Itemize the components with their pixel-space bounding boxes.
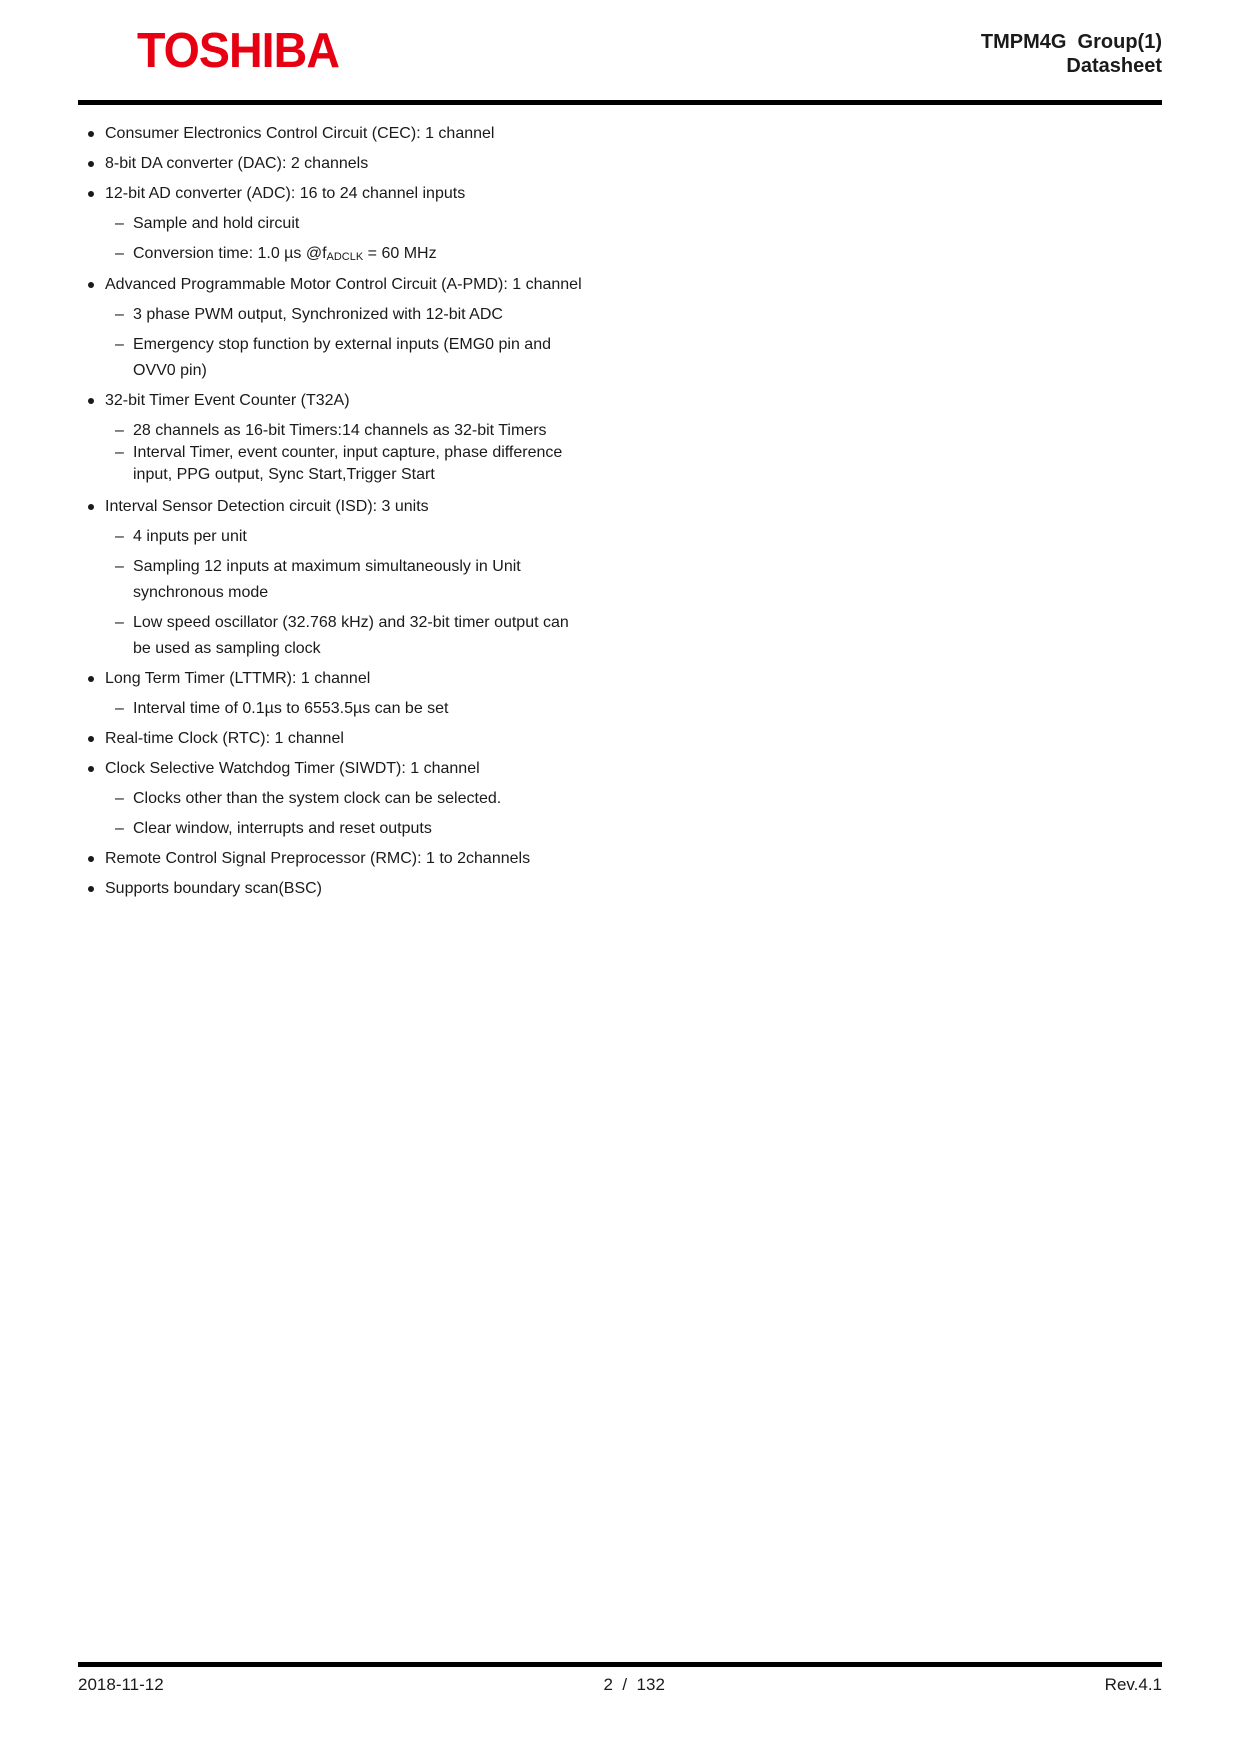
dash-icon: – bbox=[115, 614, 124, 631]
list-item-text: = 60 MHz bbox=[363, 245, 437, 262]
list-item-text: Advanced Programmable Motor Control Circuit (A-PMD): 1 channel bbox=[105, 276, 582, 293]
list-item-text: input, PPG output, Sync Start,Trigger Start bbox=[133, 466, 435, 483]
list-item bbox=[87, 846, 727, 872]
dash-icon: – bbox=[115, 336, 124, 353]
list-item-text: Emergency stop function by external inputs (EMG0 pin and bbox=[133, 336, 551, 353]
bullet-icon bbox=[88, 504, 94, 510]
footer-date: 2018-11-12 bbox=[78, 1675, 164, 1694]
list-subitem bbox=[87, 211, 727, 237]
list-subitem bbox=[87, 610, 727, 662]
list-item-text: Conversion time: 1.0 µs @f bbox=[133, 245, 327, 262]
bullet-icon bbox=[88, 856, 94, 862]
list-subitem bbox=[87, 442, 727, 486]
list-item bbox=[87, 666, 727, 692]
bullet-icon bbox=[88, 736, 94, 742]
list-item-text: Interval Sensor Detection circuit (ISD): 3 units bbox=[105, 498, 429, 515]
list-item-text: 3 phase PWM output, Synchronized with 12-bit ADC bbox=[133, 306, 503, 323]
list-item-text: Sampling 12 inputs at maximum simultaneously in Unit bbox=[133, 558, 521, 575]
list-subitem bbox=[87, 241, 727, 268]
list-subitem bbox=[87, 524, 727, 550]
list-item-text: Clocks other than the system clock can be selected. bbox=[133, 790, 502, 807]
list-item-text: Low speed oscillator (32.768 kHz) and 32-bit timer output can bbox=[133, 614, 569, 631]
bullet-icon bbox=[88, 886, 94, 892]
list-item-text: Clock Selective Watchdog Timer (SIWDT): 1 channel bbox=[105, 760, 480, 777]
document-title bbox=[981, 30, 1162, 78]
bullet-icon bbox=[88, 161, 94, 167]
dash-icon: – bbox=[115, 245, 124, 262]
list-item bbox=[87, 726, 727, 752]
feature-list bbox=[87, 121, 727, 906]
list-item-text: 28 channels as 16-bit Timers:14 channels as 32-bit Timers bbox=[133, 422, 547, 439]
list-item bbox=[87, 388, 727, 414]
dash-icon: – bbox=[115, 558, 124, 575]
list-item-text: be used as sampling clock bbox=[133, 640, 321, 657]
footer-page-number: 2 / 132 bbox=[603, 1675, 665, 1694]
title-product: TMPM4G Group(1) bbox=[980, 31, 1162, 53]
toshiba-logo: TOSHIBA bbox=[137, 24, 339, 78]
bullet-icon bbox=[88, 676, 94, 682]
dash-icon: – bbox=[115, 528, 124, 545]
list-subitem bbox=[87, 816, 727, 842]
list-item-text: Sample and hold circuit bbox=[133, 215, 300, 232]
list-subitem bbox=[87, 786, 727, 812]
list-item bbox=[87, 121, 727, 147]
footer-rule bbox=[78, 1662, 1162, 1667]
list-item-text: 32-bit Timer Event Counter (T32A) bbox=[105, 392, 350, 409]
list-item-text: Remote Control Signal Preprocessor (RMC): 1 to 2channels bbox=[105, 850, 531, 867]
list-item-text: Real-time Clock (RTC): 1 channel bbox=[105, 730, 344, 747]
list-item-text: Interval Timer, event counter, input capture, phase difference bbox=[133, 444, 563, 461]
dash-icon: – bbox=[115, 790, 124, 807]
list-item-text: Interval time of 0.1µs to 6553.5µs can be set bbox=[133, 700, 449, 717]
list-item-text: Consumer Electronics Control Circuit (CEC): 1 channel bbox=[105, 125, 495, 142]
list-item bbox=[87, 876, 727, 902]
dash-icon: – bbox=[115, 215, 124, 232]
bullet-icon bbox=[88, 131, 94, 137]
dash-icon: – bbox=[115, 422, 124, 439]
list-item bbox=[87, 181, 727, 207]
list-item-text: 12-bit AD converter (ADC): 16 to 24 channel inputs bbox=[105, 185, 466, 202]
list-subitem bbox=[87, 302, 727, 328]
header-rule bbox=[78, 100, 1162, 105]
list-item-text: Long Term Timer (LTTMR): 1 channel bbox=[105, 670, 371, 687]
bullet-icon bbox=[88, 282, 94, 288]
list-item bbox=[87, 756, 727, 782]
list-item-text: 4 inputs per unit bbox=[133, 528, 247, 545]
list-item-text: synchronous mode bbox=[133, 584, 269, 601]
bullet-icon bbox=[88, 398, 94, 404]
list-item bbox=[87, 494, 727, 520]
dash-icon: – bbox=[115, 820, 124, 837]
footer-revision: Rev.4.1 bbox=[1104, 1675, 1162, 1694]
list-subitem bbox=[87, 554, 727, 606]
bullet-icon bbox=[88, 766, 94, 772]
title-doctype: Datasheet bbox=[1066, 55, 1162, 77]
list-item bbox=[87, 272, 727, 298]
list-item bbox=[87, 151, 727, 177]
list-item-text: Clear window, interrupts and reset outputs bbox=[133, 820, 432, 837]
list-subitem bbox=[87, 332, 727, 384]
dash-icon: – bbox=[115, 444, 124, 461]
list-item-text: 8-bit DA converter (DAC): 2 channels bbox=[105, 155, 369, 172]
subscript-text: ADCLK bbox=[326, 251, 364, 263]
list-item-text: Supports boundary scan(BSC) bbox=[105, 880, 322, 897]
list-item-text: OVV0 pin) bbox=[133, 362, 207, 379]
dash-icon: – bbox=[115, 700, 124, 717]
bullet-icon bbox=[88, 191, 94, 197]
list-subitem bbox=[87, 418, 727, 444]
list-subitem bbox=[87, 696, 727, 722]
footer bbox=[78, 1675, 1162, 1695]
dash-icon: – bbox=[115, 306, 124, 323]
